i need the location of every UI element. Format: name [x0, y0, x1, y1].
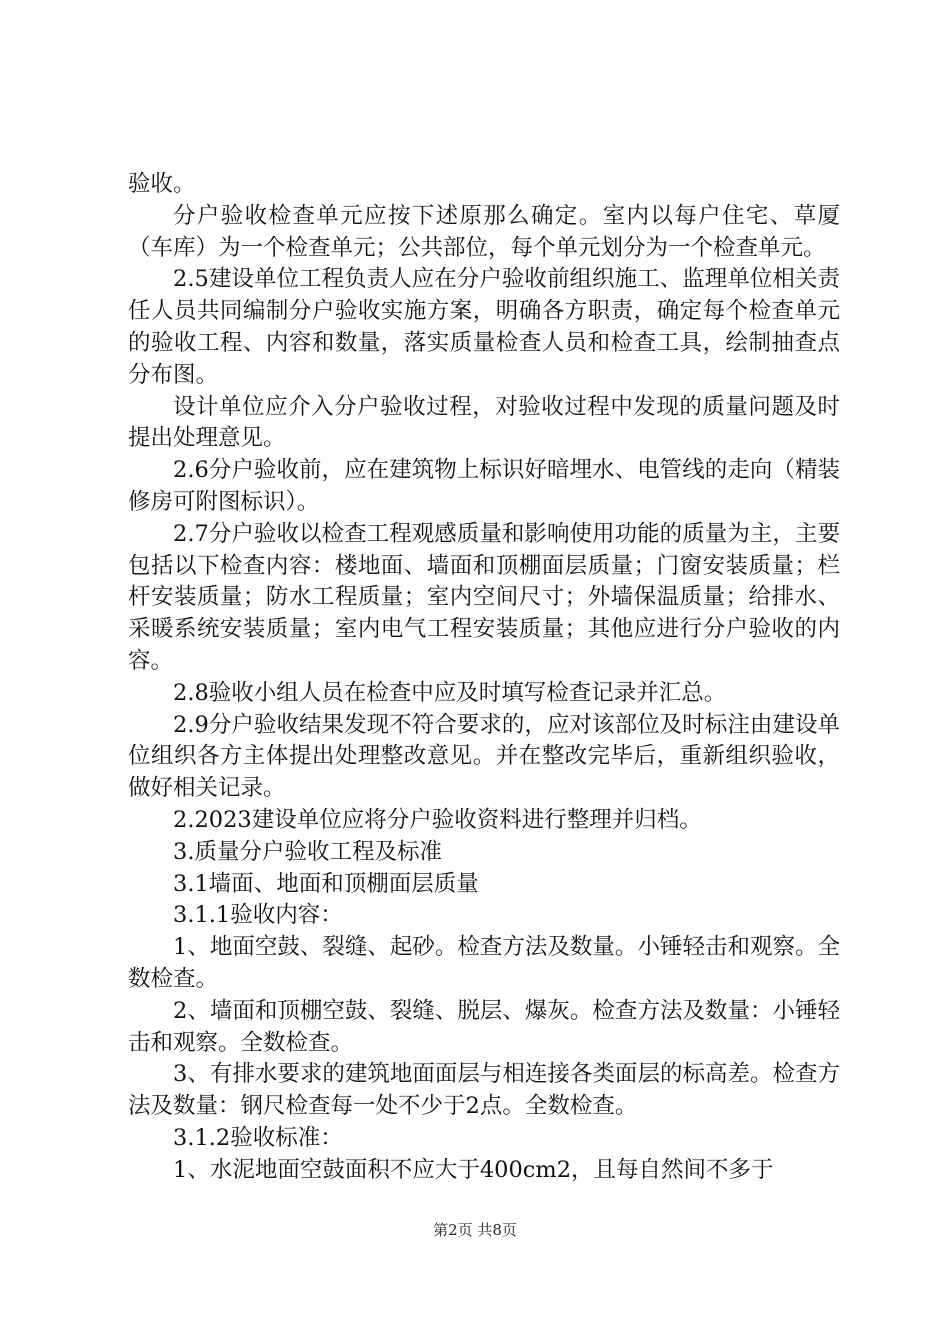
- paragraph: 3.质量分户验收工程及标准: [173, 838, 442, 865]
- paragraph: 3.1墙面、地面和顶棚面层质量: [173, 870, 479, 897]
- paragraph: 3.1.1验收内容：: [173, 902, 343, 929]
- page-footer: [0, 1219, 950, 1240]
- paragraph: 2、墙面和顶棚空鼓、裂缝、脱层、爆灰。检查方法及数量：小锤轻击和观察。全数检查。: [128, 997, 840, 1056]
- paragraph: 分户验收检查单元应按下述原那么确定。室内以每户住宅、草厦（车库）为一个检查单元；公共部位，每个单元划分为一个检查单元。: [128, 202, 840, 261]
- paragraph: 设计单位应介入分户验收过程，对验收过程中发现的质量问题及时提出处理意见。: [128, 393, 840, 452]
- paragraph: 2.2023建设单位应将分户验收资料进行整理并归档。: [173, 806, 702, 833]
- paragraph: 2.7分户验收以检查工程观感质量和影响使用功能的质量为主，主要包括以下检查内容：楼地面、墙面和顶棚面层质量；门窗安装质量；栏杆安装质量；防水工程质量；室内空间尺寸；外墙保温质量；给排水、采暖系统安装质量；室内电气工程安装质量；其他应进行分户验收的内容。: [128, 520, 840, 674]
- paragraph: 3.1.2验收标准：: [173, 1124, 343, 1151]
- paragraph: 验收。: [128, 171, 196, 197]
- paragraph: 3、有排水要求的建筑地面面层与相连接各类面层的标高差。检查方法及数量：钢尺检查每一处不少于2点。全数检查。: [128, 1061, 840, 1120]
- paragraph: 2.8验收小组人员在检查中应及时填写检查记录并汇总。: [173, 679, 727, 706]
- document-body: [128, 169, 840, 1187]
- paragraph: 2.6分户验收前，应在建筑物上标识好暗埋水、电管线的走向（精装修房可附图标识）。: [128, 457, 840, 515]
- page-number: 第2页 共8页: [433, 1221, 517, 1239]
- paragraph: 2.9分户验收结果发现不符合要求的，应对该部位及时标注由建设单位组织各方主体提出处理整改意见。并在整改完毕后，重新组织验收，做好相关记录。: [128, 711, 840, 802]
- paragraph: 1、水泥地面空鼓面积不应大于400cm2，且每自然间不多于: [173, 1156, 774, 1183]
- paragraph: 1、地面空鼓、裂缝、起砂。检查方法及数量。小锤轻击和观察。全数检查。: [128, 934, 840, 992]
- paragraph: 2.5建设单位工程负责人应在分户验收前组织施工、监理单位相关责任人员共同编制分户验收实施方案，明确各方职责，确定每个检查单元的验收工程、内容和数量，落实质量检查人员和检查工具，绘制抽查点分布图。: [128, 266, 840, 388]
